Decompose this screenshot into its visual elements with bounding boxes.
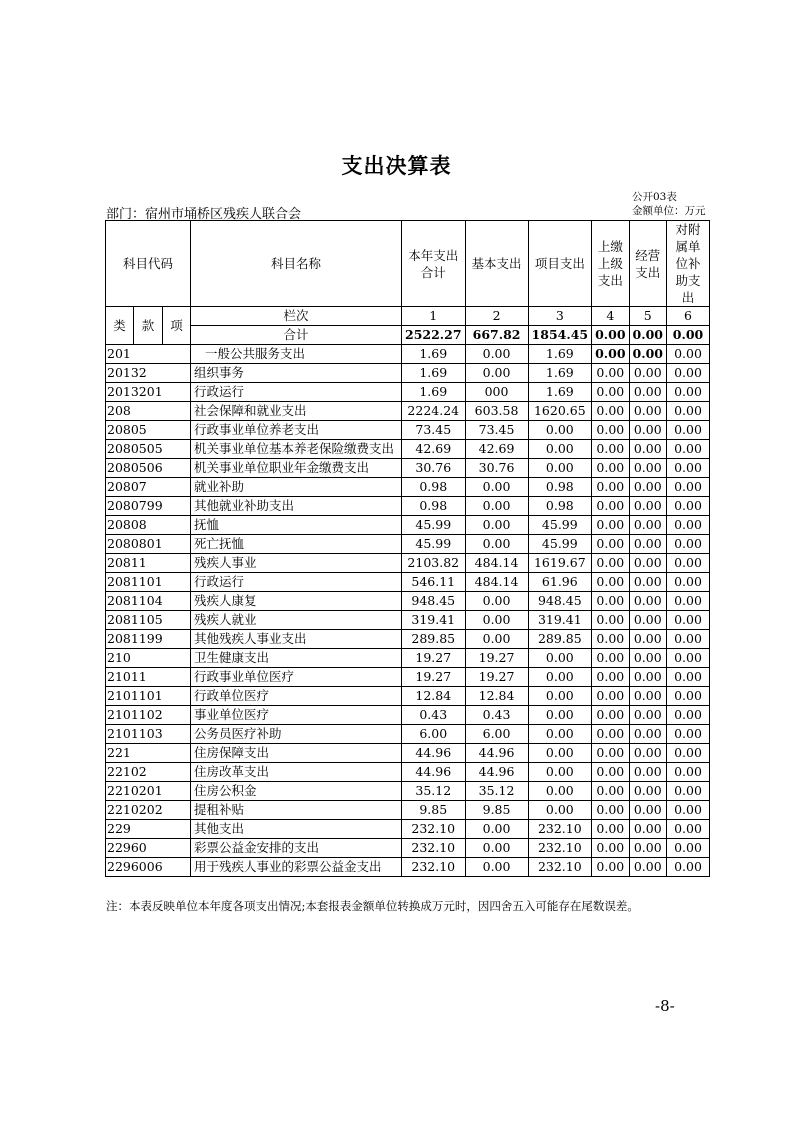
row-c5: 0.00 xyxy=(629,535,666,554)
row-c6: 0.00 xyxy=(667,497,710,516)
row-c1: 232.10 xyxy=(402,858,466,877)
row-c3: 0.98 xyxy=(528,497,592,516)
row-c1: 2224.24 xyxy=(402,402,466,421)
row-c6: 0.00 xyxy=(667,630,710,649)
row-c5: 0.00 xyxy=(629,554,666,573)
row-code: 20805 xyxy=(106,421,191,440)
row-c5: 0.00 xyxy=(629,459,666,478)
row-c6: 0.00 xyxy=(667,516,710,535)
row-code: 21011 xyxy=(106,668,191,687)
row-c5: 0.00 xyxy=(629,839,666,858)
row-c5: 0.00 xyxy=(629,801,666,820)
row-c1: 0.98 xyxy=(402,478,466,497)
row-c6: 0.00 xyxy=(667,383,710,402)
col-number-2: 2 xyxy=(465,307,528,326)
row-code: 2101102 xyxy=(106,706,191,725)
header-xiang: 项 xyxy=(163,307,191,345)
row-c3: 61.96 xyxy=(528,573,592,592)
footnote: 注：本表反映单位本年度各项支出情况;本套报表金额单位转换成万元时，因四舍五入可能存在尾数误差。 xyxy=(106,899,639,913)
row-name: 机关事业单位职业年金缴费支出 xyxy=(191,459,402,478)
row-name: 住房改革支出 xyxy=(191,763,402,782)
row-code: 20808 xyxy=(106,516,191,535)
row-c2: 19.27 xyxy=(465,668,528,687)
row-c5: 0.00 xyxy=(629,478,666,497)
table-row xyxy=(106,592,710,611)
row-c6: 0.00 xyxy=(667,687,710,706)
row-c4: 0.00 xyxy=(592,801,629,820)
row-name: 用于残疾人事业的彩票公益金支出 xyxy=(191,858,402,877)
row-c3: 1.69 xyxy=(528,383,592,402)
row-c1: 1.69 xyxy=(402,383,466,402)
row-c2: 6.00 xyxy=(465,725,528,744)
row-c5: 0.00 xyxy=(629,402,666,421)
row-c6: 0.00 xyxy=(667,573,710,592)
table-row xyxy=(106,668,710,687)
row-c5: 0.00 xyxy=(629,630,666,649)
row-code: 22960 xyxy=(106,839,191,858)
row-c6: 0.00 xyxy=(667,402,710,421)
row-c3: 0.00 xyxy=(528,782,592,801)
row-c5: 0.00 xyxy=(629,782,666,801)
row-name: 组织事务 xyxy=(191,364,402,383)
row-c6: 0.00 xyxy=(667,820,710,839)
row-c6: 0.00 xyxy=(667,364,710,383)
row-c6: 0.00 xyxy=(667,706,710,725)
row-code: 2080801 xyxy=(106,535,191,554)
row-code: 2210201 xyxy=(106,782,191,801)
row-name: 住房公积金 xyxy=(191,782,402,801)
row-name: 其他支出 xyxy=(191,820,402,839)
row-name: 彩票公益金安排的支出 xyxy=(191,839,402,858)
row-c1: 0.98 xyxy=(402,497,466,516)
row-name: 残疾人康复 xyxy=(191,592,402,611)
row-c1: 2103.82 xyxy=(402,554,466,573)
header-code: 科目代码 xyxy=(106,221,191,307)
col-number-3: 3 xyxy=(528,307,592,326)
table-row xyxy=(106,554,710,573)
row-c5: 0.00 xyxy=(629,573,666,592)
row-name: 事业单位医疗 xyxy=(191,706,402,725)
row-c3: 232.10 xyxy=(528,858,592,877)
row-c3: 289.85 xyxy=(528,630,592,649)
row-c1: 45.99 xyxy=(402,516,466,535)
row-name: 行政运行 xyxy=(191,573,402,592)
table-row xyxy=(106,573,710,592)
row-c1: 232.10 xyxy=(402,820,466,839)
table-meta xyxy=(632,190,706,218)
row-c3: 0.00 xyxy=(528,687,592,706)
table-row xyxy=(106,345,710,364)
row-c3: 0.00 xyxy=(528,649,592,668)
total-c5: 0.00 xyxy=(629,326,666,345)
row-c5: 0.00 xyxy=(629,592,666,611)
row-code: 2013201 xyxy=(106,383,191,402)
row-c5: 0.00 xyxy=(629,383,666,402)
row-c5: 0.00 xyxy=(629,516,666,535)
row-code: 210 xyxy=(106,649,191,668)
row-c1: 546.11 xyxy=(402,573,466,592)
row-code: 2101103 xyxy=(106,725,191,744)
row-c2: 603.58 xyxy=(465,402,528,421)
row-c3: 0.00 xyxy=(528,459,592,478)
row-c1: 319.41 xyxy=(402,611,466,630)
row-c1: 289.85 xyxy=(402,630,466,649)
row-c1: 44.96 xyxy=(402,744,466,763)
row-c4: 0.00 xyxy=(592,592,629,611)
row-code: 2081104 xyxy=(106,592,191,611)
total-c1: 2522.27 xyxy=(402,326,466,345)
row-code: 2101101 xyxy=(106,687,191,706)
row-c4: 0.00 xyxy=(592,782,629,801)
row-name: 卫生健康支出 xyxy=(191,649,402,668)
table-row xyxy=(106,516,710,535)
row-c3: 0.98 xyxy=(528,478,592,497)
col-number-1: 1 xyxy=(402,307,466,326)
row-c4: 0.00 xyxy=(592,554,629,573)
col-number-6: 6 xyxy=(667,307,710,326)
row-c2: 0.00 xyxy=(465,592,528,611)
row-name: 提租补贴 xyxy=(191,801,402,820)
row-c6: 0.00 xyxy=(667,440,710,459)
row-c2: 0.00 xyxy=(465,345,528,364)
row-c2: 44.96 xyxy=(465,763,528,782)
page-title: 支出决算表 xyxy=(341,154,452,178)
header-col6: 对附属单位补助支出 xyxy=(667,221,710,307)
row-name: 住房保障支出 xyxy=(191,744,402,763)
row-c4: 0.00 xyxy=(592,440,629,459)
row-c3: 319.41 xyxy=(528,611,592,630)
row-c1: 948.45 xyxy=(402,592,466,611)
col-number-4: 4 xyxy=(592,307,629,326)
row-c1: 12.84 xyxy=(402,687,466,706)
row-c1: 6.00 xyxy=(402,725,466,744)
row-c2: 0.00 xyxy=(465,839,528,858)
total-c6: 0.00 xyxy=(667,326,710,345)
row-name: 一般公共服务支出 xyxy=(191,345,402,364)
row-c4: 0.00 xyxy=(592,687,629,706)
lanci-row xyxy=(106,307,710,326)
row-c3: 0.00 xyxy=(528,668,592,687)
header-col2: 基本支出 xyxy=(465,221,528,307)
row-code: 2081101 xyxy=(106,573,191,592)
row-code: 20807 xyxy=(106,478,191,497)
row-code: 20132 xyxy=(106,364,191,383)
row-code: 208 xyxy=(106,402,191,421)
row-c3: 45.99 xyxy=(528,535,592,554)
row-c2: 35.12 xyxy=(465,782,528,801)
row-c3: 1620.65 xyxy=(528,402,592,421)
row-c5: 0.00 xyxy=(629,649,666,668)
table-row xyxy=(106,630,710,649)
row-c2: 484.14 xyxy=(465,554,528,573)
total-row xyxy=(106,326,710,345)
row-c5: 0.00 xyxy=(629,668,666,687)
form-number: 公开03表 xyxy=(632,191,677,203)
row-name: 其他就业补助支出 xyxy=(191,497,402,516)
row-name: 就业补助 xyxy=(191,478,402,497)
row-c5: 0.00 xyxy=(629,364,666,383)
row-name: 行政单位医疗 xyxy=(191,687,402,706)
row-c6: 0.00 xyxy=(667,668,710,687)
row-c4: 0.00 xyxy=(592,516,629,535)
row-code: 2080799 xyxy=(106,497,191,516)
row-c6: 0.00 xyxy=(667,478,710,497)
row-c1: 19.27 xyxy=(402,668,466,687)
row-c5: 0.00 xyxy=(629,744,666,763)
row-c2: 42.69 xyxy=(465,440,528,459)
row-c1: 42.69 xyxy=(402,440,466,459)
row-c4: 0.00 xyxy=(592,744,629,763)
row-name: 行政事业单位养老支出 xyxy=(191,421,402,440)
row-code: 2210202 xyxy=(106,801,191,820)
row-c5: 0.00 xyxy=(629,706,666,725)
row-c4: 0.00 xyxy=(592,383,629,402)
row-name: 残疾人就业 xyxy=(191,611,402,630)
table-row xyxy=(106,763,710,782)
row-code: 2080506 xyxy=(106,459,191,478)
header-lei: 类 xyxy=(106,307,134,345)
row-c4: 0.00 xyxy=(592,668,629,687)
row-c5: 0.00 xyxy=(629,820,666,839)
row-c2: 30.76 xyxy=(465,459,528,478)
row-name: 公务员医疗补助 xyxy=(191,725,402,744)
row-c3: 1.69 xyxy=(528,345,592,364)
row-c3: 1619.67 xyxy=(528,554,592,573)
row-code: 2296006 xyxy=(106,858,191,877)
row-name: 社会保障和就业支出 xyxy=(191,402,402,421)
header-kuan: 款 xyxy=(134,307,163,345)
row-c6: 0.00 xyxy=(667,858,710,877)
row-c3: 0.00 xyxy=(528,744,592,763)
row-c4: 0.00 xyxy=(592,649,629,668)
row-code: 2081199 xyxy=(106,630,191,649)
table-row xyxy=(106,364,710,383)
header-col1: 本年支出合计 xyxy=(402,221,466,307)
row-c3: 0.00 xyxy=(528,725,592,744)
row-c6: 0.00 xyxy=(667,763,710,782)
table-row xyxy=(106,421,710,440)
row-c1: 1.69 xyxy=(402,345,466,364)
row-c6: 0.00 xyxy=(667,725,710,744)
table-row xyxy=(106,497,710,516)
row-c4: 0.00 xyxy=(592,573,629,592)
row-c4: 0.00 xyxy=(592,459,629,478)
row-c2: 73.45 xyxy=(465,421,528,440)
table-row xyxy=(106,725,710,744)
row-c3: 0.00 xyxy=(528,801,592,820)
row-c1: 73.45 xyxy=(402,421,466,440)
row-code: 20811 xyxy=(106,554,191,573)
row-c2: 9.85 xyxy=(465,801,528,820)
row-c6: 0.00 xyxy=(667,782,710,801)
row-name: 残疾人事业 xyxy=(191,554,402,573)
row-c3: 232.10 xyxy=(528,820,592,839)
row-c1: 232.10 xyxy=(402,839,466,858)
row-c2: 0.00 xyxy=(465,364,528,383)
row-c6: 0.00 xyxy=(667,801,710,820)
row-c4: 0.00 xyxy=(592,630,629,649)
row-name: 行政事业单位医疗 xyxy=(191,668,402,687)
row-c3: 0.00 xyxy=(528,763,592,782)
row-code: 22102 xyxy=(106,763,191,782)
table-row xyxy=(106,801,710,820)
table-row xyxy=(106,839,710,858)
row-c6: 0.00 xyxy=(667,535,710,554)
row-c2: 0.00 xyxy=(465,497,528,516)
row-c1: 19.27 xyxy=(402,649,466,668)
row-c2: 0.00 xyxy=(465,535,528,554)
col-number-5: 5 xyxy=(629,307,666,326)
row-c4: 0.00 xyxy=(592,535,629,554)
row-c2: 12.84 xyxy=(465,687,528,706)
total-c3: 1854.45 xyxy=(528,326,592,345)
row-c5: 0.00 xyxy=(629,345,666,364)
row-c5: 0.00 xyxy=(629,687,666,706)
table-row xyxy=(106,383,710,402)
row-c1: 45.99 xyxy=(402,535,466,554)
row-c2: 0.43 xyxy=(465,706,528,725)
total-label: 合计 xyxy=(191,326,402,345)
header-lanci: 栏次 xyxy=(191,307,402,326)
table-row xyxy=(106,820,710,839)
row-c2: 0.00 xyxy=(465,516,528,535)
row-c4: 0.00 xyxy=(592,763,629,782)
row-c4: 0.00 xyxy=(592,858,629,877)
row-c4: 0.00 xyxy=(592,611,629,630)
header-col4: 上缴上级支出 xyxy=(592,221,629,307)
row-code: 2081105 xyxy=(106,611,191,630)
row-code: 229 xyxy=(106,820,191,839)
table-row xyxy=(106,858,710,877)
table-row xyxy=(106,478,710,497)
row-c5: 0.00 xyxy=(629,497,666,516)
row-name: 机关事业单位基本养老保险缴费支出 xyxy=(191,440,402,459)
page-number: -8- xyxy=(655,997,675,1015)
row-c3: 45.99 xyxy=(528,516,592,535)
row-c4: 0.00 xyxy=(592,839,629,858)
row-c5: 0.00 xyxy=(629,611,666,630)
table-row xyxy=(106,649,710,668)
row-c4: 0.00 xyxy=(592,402,629,421)
row-c4: 0.00 xyxy=(592,706,629,725)
row-c4: 0.00 xyxy=(592,820,629,839)
row-c4: 0.00 xyxy=(592,478,629,497)
expenditure-table xyxy=(105,220,710,877)
header-col5: 经营支出 xyxy=(629,221,666,307)
row-c1: 9.85 xyxy=(402,801,466,820)
table-row xyxy=(106,782,710,801)
row-c2: 0.00 xyxy=(465,858,528,877)
total-c2: 667.82 xyxy=(465,326,528,345)
row-c2: 44.96 xyxy=(465,744,528,763)
row-c1: 30.76 xyxy=(402,459,466,478)
row-c6: 0.00 xyxy=(667,649,710,668)
table-row xyxy=(106,687,710,706)
row-c4: 0.00 xyxy=(592,364,629,383)
row-c2: 484.14 xyxy=(465,573,528,592)
header-name: 科目名称 xyxy=(191,221,402,307)
row-c3: 1.69 xyxy=(528,364,592,383)
row-c6: 0.00 xyxy=(667,592,710,611)
row-c5: 0.00 xyxy=(629,440,666,459)
row-c3: 0.00 xyxy=(528,440,592,459)
row-c6: 0.00 xyxy=(667,459,710,478)
table-row xyxy=(106,611,710,630)
row-c6: 0.00 xyxy=(667,744,710,763)
row-c2: 0.00 xyxy=(465,630,528,649)
table-row xyxy=(106,535,710,554)
row-c5: 0.00 xyxy=(629,858,666,877)
row-c5: 0.00 xyxy=(629,725,666,744)
row-c4: 0.00 xyxy=(592,421,629,440)
row-c3: 0.00 xyxy=(528,706,592,725)
row-name: 行政运行 xyxy=(191,383,402,402)
row-c2: 19.27 xyxy=(465,649,528,668)
row-c2: 0.00 xyxy=(465,611,528,630)
row-c5: 0.00 xyxy=(629,421,666,440)
row-c1: 35.12 xyxy=(402,782,466,801)
row-c6: 0.00 xyxy=(667,554,710,573)
row-c6: 0.00 xyxy=(667,839,710,858)
row-code: 2080505 xyxy=(106,440,191,459)
table-row xyxy=(106,706,710,725)
row-c4: 0.00 xyxy=(592,345,629,364)
department-label: 部门：宿州市埇桥区残疾人联合会 xyxy=(106,207,302,222)
row-c3: 232.10 xyxy=(528,839,592,858)
row-code: 201 xyxy=(106,345,191,364)
row-c6: 0.00 xyxy=(667,345,710,364)
row-c5: 0.00 xyxy=(629,763,666,782)
row-c3: 0.00 xyxy=(528,421,592,440)
row-code: 221 xyxy=(106,744,191,763)
row-c3: 948.45 xyxy=(528,592,592,611)
row-c1: 0.43 xyxy=(402,706,466,725)
table-row xyxy=(106,459,710,478)
table-row xyxy=(106,440,710,459)
row-c1: 44.96 xyxy=(402,763,466,782)
row-c2: 0.00 xyxy=(465,478,528,497)
row-c2: 0.00 xyxy=(465,820,528,839)
row-name: 死亡抚恤 xyxy=(191,535,402,554)
row-name: 其他残疾人事业支出 xyxy=(191,630,402,649)
table-row xyxy=(106,402,710,421)
row-c6: 0.00 xyxy=(667,421,710,440)
total-c4: 0.00 xyxy=(592,326,629,345)
row-c4: 0.00 xyxy=(592,725,629,744)
row-c2: 000 xyxy=(465,383,528,402)
row-c1: 1.69 xyxy=(402,364,466,383)
row-c4: 0.00 xyxy=(592,497,629,516)
row-name: 抚恤 xyxy=(191,516,402,535)
header-col3: 项目支出 xyxy=(528,221,592,307)
table-row xyxy=(106,744,710,763)
row-c6: 0.00 xyxy=(667,611,710,630)
unit-label: 金额单位：万元 xyxy=(632,205,706,217)
